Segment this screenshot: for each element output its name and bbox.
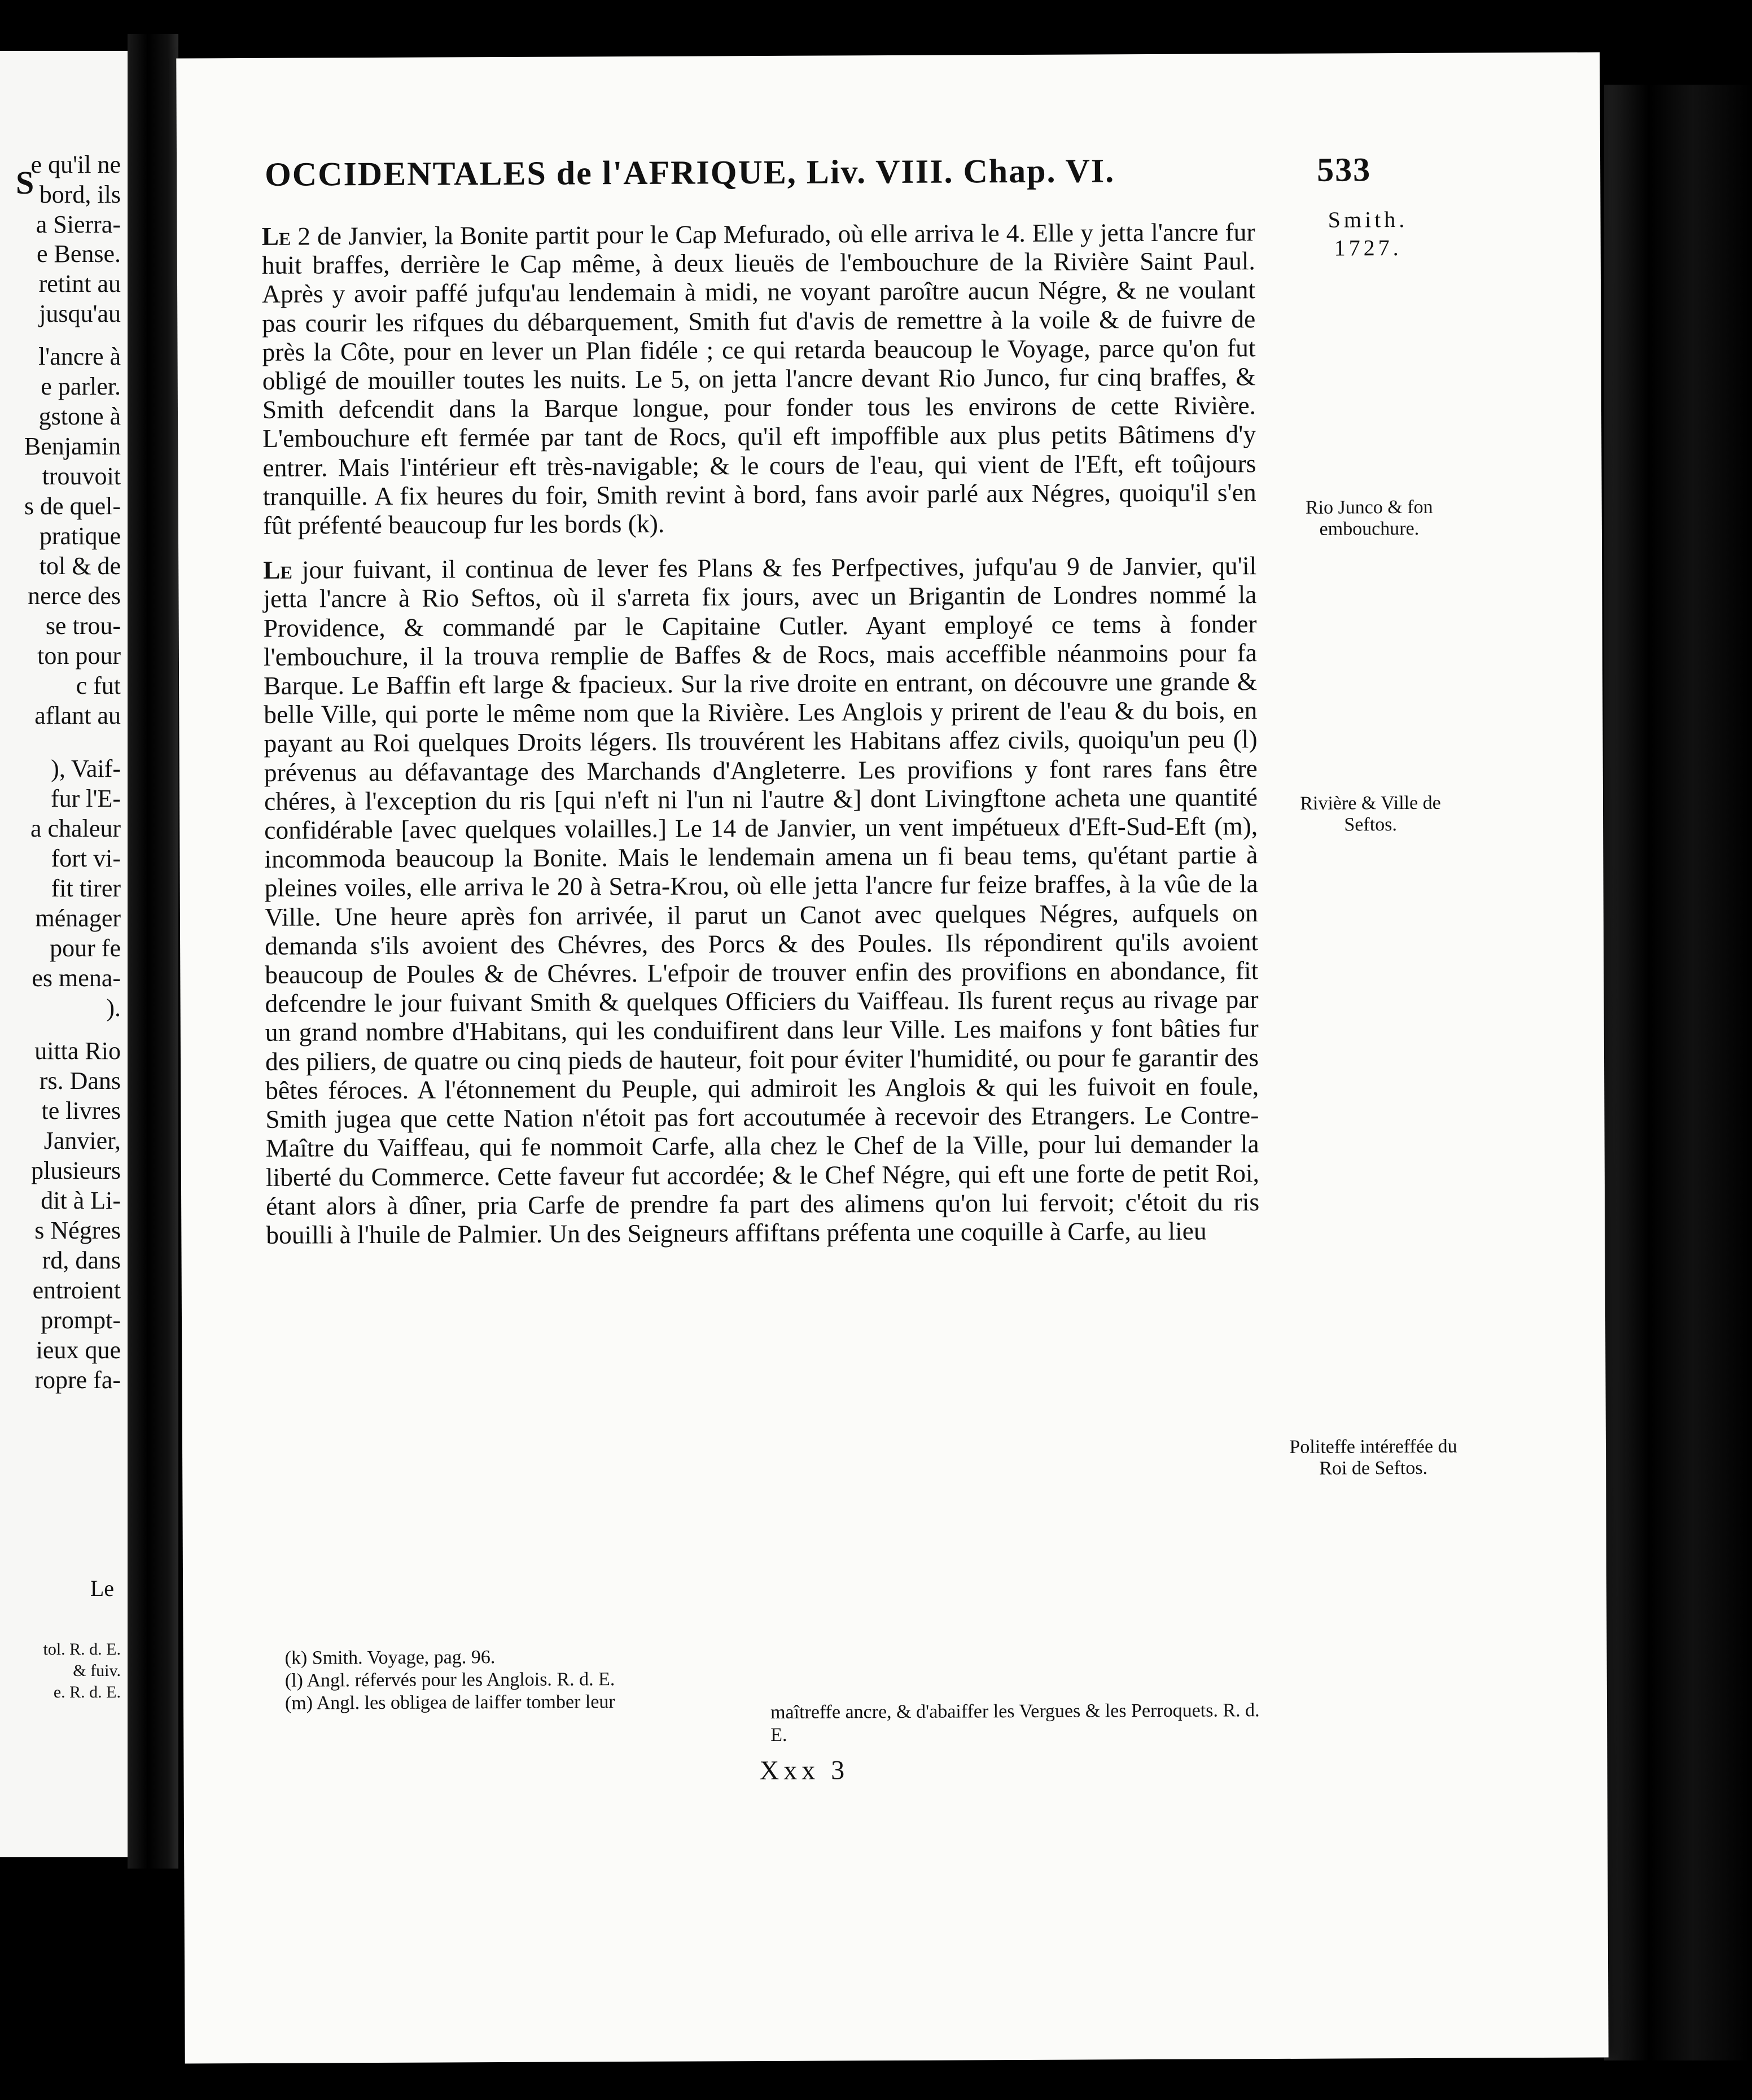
page-number: 533: [1316, 151, 1372, 189]
left-page-line: bord, ils: [39, 181, 121, 208]
left-page-line: trouvoit: [42, 462, 121, 490]
left-page-line: a Sierra-: [36, 211, 121, 238]
left-page-footnote: & fuiv.: [73, 1661, 121, 1680]
book-gutter: [128, 34, 178, 1869]
left-page-line: rs. Dans: [39, 1067, 121, 1095]
left-page-line: fur l'E-: [51, 785, 121, 812]
left-page-line: aflant au: [34, 702, 121, 729]
paragraph-2: [263, 551, 1259, 1249]
margin-note-rio-junco: Rio Junco & fon embouchure.: [1305, 496, 1433, 540]
left-page-line: plusieurs: [31, 1157, 121, 1184]
left-page-line: a chaleur: [30, 815, 121, 842]
left-page-line: tol & de: [39, 552, 121, 580]
footnote-m: (m) Angl. les obligea de laiffer tomber leur: [284, 1691, 615, 1714]
left-page-line: dit à Li-: [41, 1187, 121, 1214]
left-page-line: pour fe: [50, 934, 121, 962]
left-facing-page: [0, 51, 128, 1857]
footnotes-column-left: [285, 1645, 754, 1715]
footnote-l: (l) Angl. réfervés pour les Anglois. R. d. E.: [284, 1669, 615, 1691]
left-page-line: prompt-: [41, 1306, 121, 1334]
left-page-catchword: Le: [90, 1576, 114, 1601]
running-header: [265, 150, 1372, 194]
paragraph-text: 2 de Janvier, la Bonite partit pour le Cap Mefurado, où elle arriva le 4. Elle y jetta l'ancre fur huit braffes, derrière le Cap même, à deux lieuës de l'embouchure de la Rivière Saint Paul. Après y avoir paffé jufqu'au lendemain à midi, ne voyant paroître aucun Négre, & ne voulant pas courir les rifques du débarquement, Smith fut d'avis de remettre à la voile & de fuivre de près la Côte, pour en lever un Plan fidéle ; ce qui retarda beaucoup le Voyage, parce qu'on fut obligé de mouiller toutes les nuits. Le 5, on jetta l'ancre devant Rio Junco, fur cinq braffes, & Smith defcendit dans la Barque longue, pour fonder tous les environs de cette Rivière. L'embouchure eft fermée par tant de Rocs, qu'il eft impoffible aux plus petits Bâtimens d'y entrer. Mais l'intérieur eft très-navigable; & le cours de l'eau, qui vient de l'Eft, eft toûjours tranquille. A fix heures du foir, Smith revint à bord, fans avoir parlé aux Négres, quoiqu'il s'en fût préfenté beaucoup fur les bords (k).: [261, 217, 1256, 540]
paragraph-lead: Le: [261, 221, 291, 251]
left-page-line: se trou-: [45, 612, 121, 640]
left-page-line: Benjamin: [24, 432, 121, 460]
left-page-line: ieux que: [36, 1336, 121, 1364]
page-edge-shadow: [1604, 85, 1752, 2060]
left-page-line: e Bense.: [36, 240, 121, 268]
footnote-m-continued: maîtreffe ancre, & d'abaiffer les Vergues & les Perroquets. R. d. E.: [770, 1700, 1260, 1745]
left-page-line: jusqu'au: [39, 300, 121, 327]
left-page-line: ménager: [35, 904, 121, 932]
left-page-line: e qu'il ne: [30, 151, 121, 178]
left-page-line: ropre fa-: [34, 1366, 121, 1394]
left-page-heading: S: [16, 164, 34, 201]
left-page-line: s Négres: [34, 1217, 121, 1244]
left-page-line: e parler.: [41, 373, 121, 400]
left-page-line: c fut: [76, 672, 121, 699]
left-page-line: nerce des: [28, 582, 121, 610]
left-page-line: ), Vaif-: [51, 755, 121, 782]
left-page-line: rd, dans: [42, 1246, 121, 1274]
left-page-line: Janvier,: [43, 1127, 121, 1154]
left-page-line: gstone à: [38, 403, 121, 430]
footnotes-column-right: [770, 1699, 1278, 1747]
margin-note-running: [1283, 205, 1452, 262]
left-page-line: pratique: [39, 522, 121, 550]
left-page-line: te livres: [41, 1097, 121, 1125]
left-page-line: s de quel-: [24, 492, 121, 520]
left-page-line: retint au: [38, 270, 121, 298]
left-page-line: uitta Rio: [34, 1037, 121, 1065]
left-page-line: l'ancre à: [38, 343, 121, 370]
left-page-line: ).: [106, 994, 121, 1022]
main-text: [262, 217, 1260, 1265]
left-page-line: ton pour: [37, 642, 121, 670]
signature-mark: Xxx 3: [759, 1755, 849, 1786]
left-page-line: es mena-: [32, 964, 121, 992]
margin-author: Smith.: [1328, 207, 1408, 233]
paragraph-lead: Le: [263, 555, 293, 585]
paragraph-1: [262, 217, 1256, 540]
left-page-footnote: e. R. d. E.: [53, 1683, 121, 1701]
footnote-k: (k) Smith. Voyage, pag. 96.: [284, 1647, 496, 1669]
book-page: [176, 53, 1608, 2064]
margin-year: 1727.: [1334, 235, 1402, 261]
footnotes: [285, 1643, 1279, 1771]
margin-note-politesse: Politeffe intéreffée du Roi de Seftos.: [1289, 1436, 1457, 1479]
paragraph-text: jour fuivant, il continua de lever fes Plans & fes Perfpectives, jufqu'au 9 de Janvier, qu'il jetta l'ancre à Rio Seftos, où il s'arreta fix jours, avec un Brigantin de Londres nommé la Providence, & commandé par le Capitaine Cutler. Ayant employé ce tems à fonder l'embouchure, il la trouva remplie de Baffes & de Rocs, mais acceffible néanmoins pour fa Barque. Le Baffin eft large & fpacieux. Sur la rive droite en entrant, on découvre une grande & belle Ville, qui porte le même nom que la Rivière. Les Anglois y prirent de l'eau & du bois, en payant au Roi quelques Droits légers. Ils trouvérent les Habitans affez civils, quoiqu'un peu (l) prévenus au défavantage des Marchands d'Angleterre. Les provifions y font rares fans être chéres, à l'exception du ris [qui n'eft ni l'un ni l'autre &] dont Livingftone acheta une quantité confidérable [avec quelques volailles.] Le 14 de Janvier, un vent impétueux d'Eft-Sud-Eft (m), incommoda beaucoup la Bonite. Mais le lendemain amena un fi beau tems, qu'étant partie à pleines voiles, elle arriva le 20 à Setra-Krou, où elle jetta l'ancre fur feize braffes, à la vûe de la Ville. Une heure après fon arrivée, il parut un Canot avec quelques Négres, aufquels on demanda s'ils avoient des Chévres, des Porcs & des Poules. Ils répondirent qu'ils avoient beaucoup de Poules & de Chévres. L'efpoir de trouver enfin des provifions en abondance, fit defcendre le jour fuivant Smith & quelques Officiers du Vaiffeau. Ils furent reçus au rivage par un grand nombre d'Habitans, qui les conduifirent dans leur Ville. Les maifons y font bâties fur des piliers, de quatre ou cinq pieds de hauteur, foit pour éviter l'humidité, ou pour fe garantir des bêtes féroces. A l'étonnement du Peuple, qui admiroit les Anglois & qui les fuivoit en foule, Smith jugea que cette Nation n'étoit pas fort accoutumée à recevoir des Etrangers. Le Contre-Maître du Vaiffeau, qui fe nommoit Carfe, alla chez le Chef de la Ville, pour lui demander la liberté du Commerce. Cette faveur fut accordée; & le Chef Négre, qui eft une forte de petit Roi, étant alors à dîner, pria Carfe de prendre fa part des alimens qu'on lui fervoit; c'étoit du ris bouilli à l'huile de Palmier. Un des Seigneurs affiftans préfenta une coquille à Carfe, au lieu: [263, 551, 1260, 1249]
left-page-line: fit tirer: [51, 874, 121, 902]
running-title: OCCIDENTALES de l'AFRIQUE, Liv. VIII. Chap. VI.: [265, 152, 1115, 193]
margin-note-sestos: Rivière & Ville de Seftos.: [1300, 792, 1441, 835]
left-page-footnote: tol. R. d. E.: [43, 1640, 121, 1659]
left-page-line: fort vi-: [51, 845, 121, 872]
left-page-line: entroient: [32, 1276, 121, 1304]
